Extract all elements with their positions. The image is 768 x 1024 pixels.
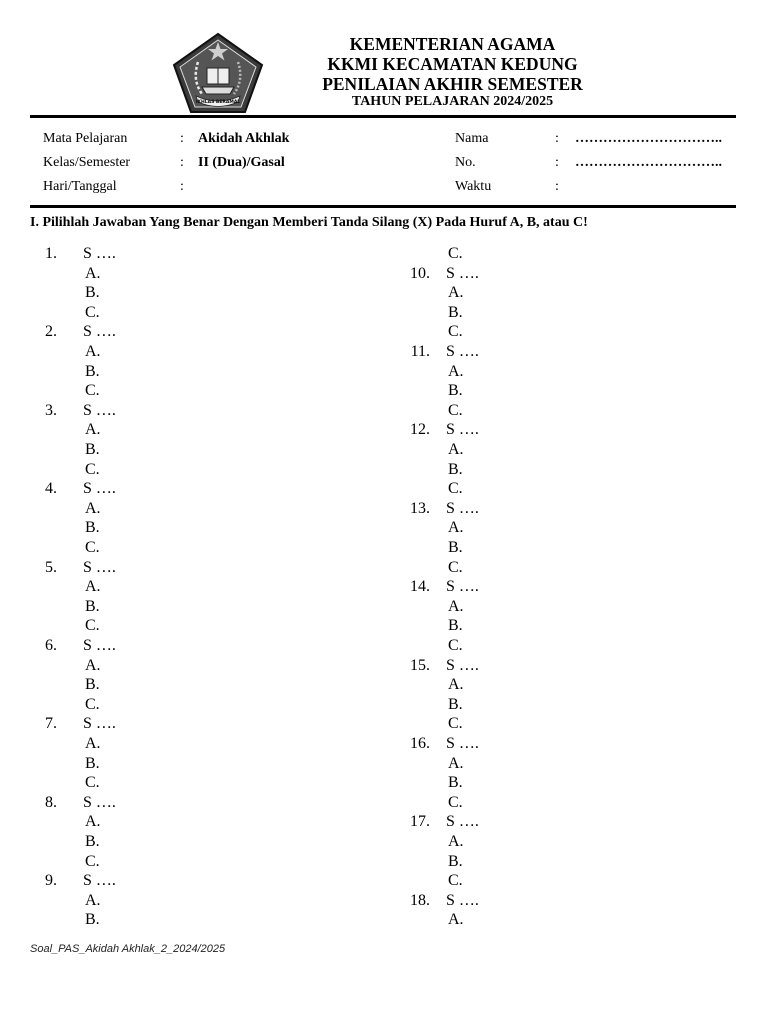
question-number: 7. bbox=[45, 715, 57, 733]
answer-option[interactable]: C. bbox=[85, 382, 100, 400]
answer-option[interactable]: B. bbox=[85, 676, 100, 694]
time-label: Waktu bbox=[455, 179, 492, 194]
question-number: 17. bbox=[410, 813, 430, 831]
answer-option[interactable]: C. bbox=[85, 774, 100, 792]
answer-option[interactable]: B. bbox=[85, 833, 100, 850]
question-stem: S …. bbox=[446, 891, 479, 909]
answer-option[interactable]: A. bbox=[85, 264, 101, 282]
question-number: 2. bbox=[45, 323, 57, 341]
number-colon: : bbox=[555, 155, 559, 170]
answer-option[interactable]: A. bbox=[448, 833, 464, 850]
answer-option[interactable]: C. bbox=[85, 460, 100, 478]
answer-option[interactable]: C. bbox=[448, 558, 463, 576]
question-number: 3. bbox=[45, 401, 57, 419]
question-stem: S …. bbox=[83, 245, 116, 262]
question-number: 12. bbox=[410, 421, 430, 439]
date-colon: : bbox=[180, 179, 184, 194]
question-number: 16. bbox=[410, 735, 430, 752]
number-field[interactable]: ………………………….. bbox=[575, 155, 722, 170]
answer-option[interactable]: A. bbox=[448, 519, 464, 537]
footer-filename: Soal_PAS_Akidah Akhlak_2_2024/2025 bbox=[30, 943, 226, 955]
answer-option[interactable]: A. bbox=[85, 735, 101, 752]
question-stem: S …. bbox=[446, 499, 479, 517]
answer-option[interactable]: A. bbox=[448, 754, 464, 772]
time-colon: : bbox=[555, 179, 559, 194]
question-stem: S …. bbox=[446, 343, 479, 360]
question-stem: S …. bbox=[446, 656, 479, 674]
class-value: II (Dua)/Gasal bbox=[198, 155, 285, 170]
name-colon: : bbox=[555, 131, 559, 146]
answer-option[interactable]: B. bbox=[85, 754, 100, 772]
answer-option[interactable]: B. bbox=[448, 774, 463, 792]
answer-option[interactable]: B. bbox=[448, 695, 463, 713]
answer-option[interactable]: B. bbox=[448, 303, 463, 321]
answer-option[interactable]: A. bbox=[448, 676, 464, 694]
answer-option[interactable]: C. bbox=[85, 539, 100, 556]
header-exam-title: PENILAIAN AKHIR SEMESTER bbox=[322, 74, 583, 94]
question-stem: S …. bbox=[83, 872, 116, 890]
answer-option[interactable]: C. bbox=[85, 617, 100, 635]
question-number: 4. bbox=[45, 480, 57, 498]
question-number: 8. bbox=[45, 793, 57, 811]
question-stem: S …. bbox=[83, 558, 116, 576]
question-number: 13. bbox=[410, 499, 430, 517]
header-institution: KKMI KECAMATAN KEDUNG bbox=[327, 54, 578, 74]
answer-option[interactable]: C. bbox=[448, 480, 463, 498]
answer-option[interactable]: B. bbox=[85, 597, 100, 615]
question-number: 18. bbox=[410, 891, 430, 909]
answer-option[interactable]: A. bbox=[448, 284, 464, 302]
answer-option[interactable]: C. bbox=[85, 303, 100, 321]
answer-option[interactable]: B. bbox=[85, 519, 100, 537]
answer-option[interactable]: B. bbox=[448, 460, 463, 478]
instruction-text: I. Pilihlah Jawaban Yang Benar Dengan Memberi Tanda Silang (X) Pada Huruf A, B, atau C! bbox=[30, 215, 588, 230]
answer-option[interactable]: A. bbox=[448, 362, 464, 380]
question-stem: S …. bbox=[446, 421, 479, 439]
answer-option[interactable]: B. bbox=[85, 284, 100, 302]
name-label: Nama bbox=[455, 131, 489, 146]
question-stem: S …. bbox=[446, 813, 479, 831]
question-number: 14. bbox=[410, 578, 430, 596]
question-stem: S …. bbox=[83, 793, 116, 811]
header-academic-year: TAHUN PELAJARAN 2024/2025 bbox=[351, 94, 554, 109]
question-stem: S …. bbox=[83, 637, 116, 654]
class-label: Kelas/Semester bbox=[43, 155, 131, 170]
answer-option[interactable]: A. bbox=[85, 891, 101, 909]
answer-option[interactable]: B. bbox=[448, 852, 463, 870]
date-label: Hari/Tanggal bbox=[43, 179, 117, 194]
subject-label: Mata Pelajaran bbox=[43, 131, 128, 146]
class-colon: : bbox=[180, 155, 184, 170]
question-stem: S …. bbox=[83, 480, 116, 498]
answer-option[interactable]: C. bbox=[448, 323, 463, 341]
question-number: 6. bbox=[45, 637, 57, 654]
name-field[interactable]: ………………………….. bbox=[575, 131, 722, 146]
answer-option[interactable]: A. bbox=[85, 343, 101, 360]
subject-value: Akidah Akhlak bbox=[198, 131, 290, 146]
question-stem: S …. bbox=[83, 323, 116, 341]
question-stem: S …. bbox=[446, 264, 479, 282]
header-ministry: KEMENTERIAN AGAMA bbox=[349, 34, 556, 54]
question-stem: S …. bbox=[446, 735, 479, 752]
answer-option[interactable]: A. bbox=[448, 441, 464, 458]
subject-colon: : bbox=[180, 131, 184, 146]
question-stem: S …. bbox=[83, 715, 116, 733]
question-stem: S …. bbox=[446, 578, 479, 596]
answer-option[interactable]: A. bbox=[85, 813, 101, 831]
answer-option[interactable]: C. bbox=[448, 793, 463, 811]
question-number: 11. bbox=[410, 343, 430, 360]
answer-option[interactable]: B. bbox=[85, 911, 100, 929]
question-number: 1. bbox=[45, 245, 57, 262]
logo-motto-text: IKHLAS BERAMAL bbox=[195, 100, 241, 105]
answer-option[interactable]: A. bbox=[85, 421, 101, 439]
answer-option[interactable]: C. bbox=[448, 637, 463, 654]
answer-option[interactable]: C. bbox=[85, 852, 100, 870]
answer-option[interactable]: A. bbox=[85, 656, 101, 674]
answer-option[interactable]: B. bbox=[448, 617, 463, 635]
answer-option[interactable]: C. bbox=[448, 245, 463, 262]
answer-option[interactable]: C. bbox=[448, 401, 463, 419]
question-stem: S …. bbox=[83, 401, 116, 419]
answer-option[interactable]: C. bbox=[448, 715, 463, 733]
answer-option[interactable]: A. bbox=[448, 911, 464, 929]
question-number: 10. bbox=[410, 264, 430, 282]
answer-option[interactable]: B. bbox=[448, 539, 463, 556]
number-label: No. bbox=[455, 155, 476, 170]
question-number: 9. bbox=[45, 872, 57, 890]
answer-option[interactable]: B. bbox=[85, 441, 100, 458]
question-number: 15. bbox=[410, 656, 430, 674]
answer-option[interactable]: A. bbox=[448, 597, 464, 615]
answer-option[interactable]: B. bbox=[448, 382, 463, 400]
answer-option[interactable]: A. bbox=[85, 578, 101, 596]
answer-option[interactable]: C. bbox=[85, 695, 100, 713]
question-number: 5. bbox=[45, 558, 57, 576]
answer-option[interactable]: B. bbox=[85, 362, 100, 380]
answer-option[interactable]: C. bbox=[448, 872, 463, 890]
answer-option[interactable]: A. bbox=[85, 499, 101, 517]
